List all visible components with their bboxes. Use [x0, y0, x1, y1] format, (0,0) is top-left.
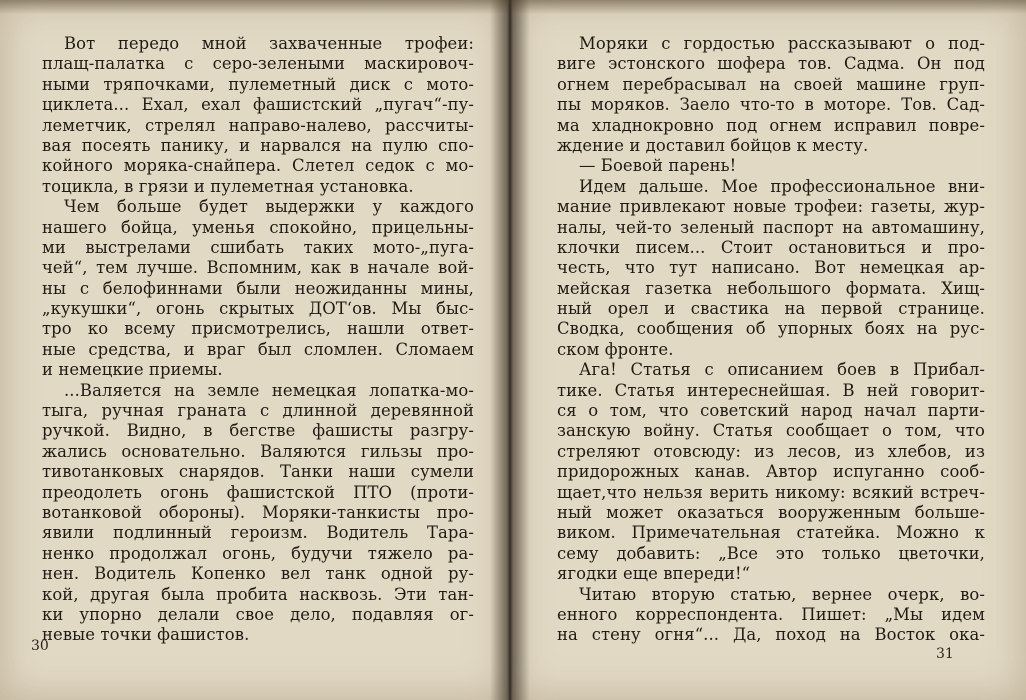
text-line: Идем дальше. Мое профессиональное вни- [579, 176, 985, 196]
text-line: ручкой. Видно, в бегстве фашисты разгру- [42, 421, 474, 441]
text-line: леметчик, стрелял направо-налево, рассчиты- [42, 115, 474, 135]
text-line: тике. Статья интереснейшая. В ней говорит- [557, 380, 985, 400]
text-line: сему добавить: „Все это только цветочки, [557, 543, 985, 563]
text-line: нен. Водитель Копенко вел танк одной ру- [42, 564, 474, 584]
text-line: ненко продолжал огонь, будучи тяжело ра- [42, 543, 474, 563]
text-line: Моряки с гордостью рассказывают о под- [579, 34, 985, 53]
text-line: ми выстрелами сшибать таких мото-„пуга- [42, 237, 474, 257]
text-line: жались основательно. Валяются гильзы про- [42, 441, 474, 461]
text-line: явили подлинный героизм. Водитель Тара- [42, 523, 474, 543]
text-line: тоцикла, в грязи и пулеметная установка. [42, 176, 414, 196]
text-line: вотанковой обороны). Моряки-танкисты про- [42, 502, 474, 522]
text-line: стреляют отовсюду: из лесов, из хлебов, из [557, 441, 985, 461]
text-line: енного корреспондента. Пишет: „Мы идем [557, 604, 985, 624]
text-line: налы, чей-то зеленый паспорт на автомашину, [557, 217, 985, 237]
text-line: придорожных канав. Автор испуганно сооб- [557, 462, 985, 482]
text-line: преодолеть огонь фашистской ПТО (проти- [42, 482, 474, 502]
text-line: ...Валяется на земле немецкая лопатка-мо- [64, 380, 474, 400]
left-page-number: 30 [31, 638, 49, 654]
page-top-shadow [0, 0, 1026, 14]
text-line: тыга, ручная граната с длинной деревянной [42, 401, 474, 421]
text-line: плащ-палатка с серо-зелеными маскировоч- [42, 54, 474, 74]
text-line: огнем перебрасывал на своей машине груп- [557, 74, 985, 94]
text-line: честь, что тут написано. Вот немецкая ар- [557, 258, 985, 278]
text-line: ный может оказаться вооруженным больше- [557, 502, 985, 522]
text-line: невые точки фашистов. [42, 625, 250, 645]
text-line: — Боевой парень! [579, 156, 737, 176]
text-line: виком. Примечательная статейка. Можно к [557, 523, 985, 543]
text-line: ны с белофиннами были неожиданны мины, [42, 278, 474, 298]
text-line: „кукушки“, огонь скрытых ДОТ‘ов. Мы быс- [42, 299, 474, 319]
text-line: ные средства, и враг был сломлен. Сломаем [42, 339, 474, 359]
text-line: пы моряков. Заело что-то в моторе. Тов. Сад- [557, 95, 985, 115]
text-line: Читаю вторую статью, вернее очерк, во- [579, 584, 985, 604]
text-line: на стену огня“... Да, поход на Восток ока- [557, 625, 985, 645]
text-line: ными тряпочками, пулеметный диск с мото- [42, 74, 474, 94]
text-line: Ага! Статья с описанием боев в Прибал- [579, 360, 985, 380]
text-line: ся о том, что советский народ начал парти- [557, 401, 985, 421]
text-line: ный орел и свастика на первой странице. [557, 299, 985, 319]
text-line: клочки писем... Стоит остановиться и про- [557, 237, 985, 257]
text-line: ягодки еще впереди!“ [557, 564, 751, 584]
text-line: кой, другая была пробита насквозь. Эти тан- [42, 584, 474, 604]
right-page [513, 0, 1026, 700]
text-line: занскую войну. Статья сообщает о том, что [557, 421, 985, 441]
text-line: щает,что нельзя верить никому: всякий встреч- [557, 482, 985, 502]
text-line: тро ко всему присмотрелись, нашли ответ- [42, 319, 474, 339]
text-line: Чем больше будет выдержки у каждого [64, 197, 474, 217]
text-line: нашего бойца, уменья спокойно, прицельны- [42, 217, 474, 237]
right-page-number: 31 [936, 646, 954, 662]
text-line: ки упорно делали свое дело, подавляя ог- [42, 604, 474, 624]
text-line: ждение и доставил бойцов к месту. [557, 135, 869, 155]
text-line: чей“, тем лучше. Вспомним, как в начале вой- [42, 258, 474, 278]
left-page-text [42, 34, 474, 646]
text-line: ском фронте. [557, 339, 674, 359]
book-gutter [490, 0, 530, 700]
text-line: и немецкие приемы. [42, 360, 223, 380]
text-line: мейская газетка небольшого формата. Хищ- [557, 278, 985, 298]
text-line: Вот передо мной захваченные трофеи: [64, 34, 474, 53]
text-line: мание привлекают новые трофеи: газеты, жур- [557, 197, 985, 217]
text-line: койного моряка-снайпера. Слетел седок с мо- [42, 156, 474, 176]
text-line: вая посеять панику, и нарвался на пулю спо- [42, 135, 474, 155]
text-line: Сводка, сообщения об упорных боях на рус- [557, 319, 985, 339]
right-page-text [557, 34, 985, 646]
left-page [0, 0, 507, 700]
text-line: циклета... Ехал, ехал фашистский „пугач“-пу- [42, 95, 474, 115]
text-line: ма хладнокровно под огнем исправил повре- [557, 115, 985, 135]
text-line: виге эстонского шофера тов. Садма. Он под [557, 54, 985, 74]
text-line: тивотанковых снарядов. Танки наши сумели [42, 462, 474, 482]
